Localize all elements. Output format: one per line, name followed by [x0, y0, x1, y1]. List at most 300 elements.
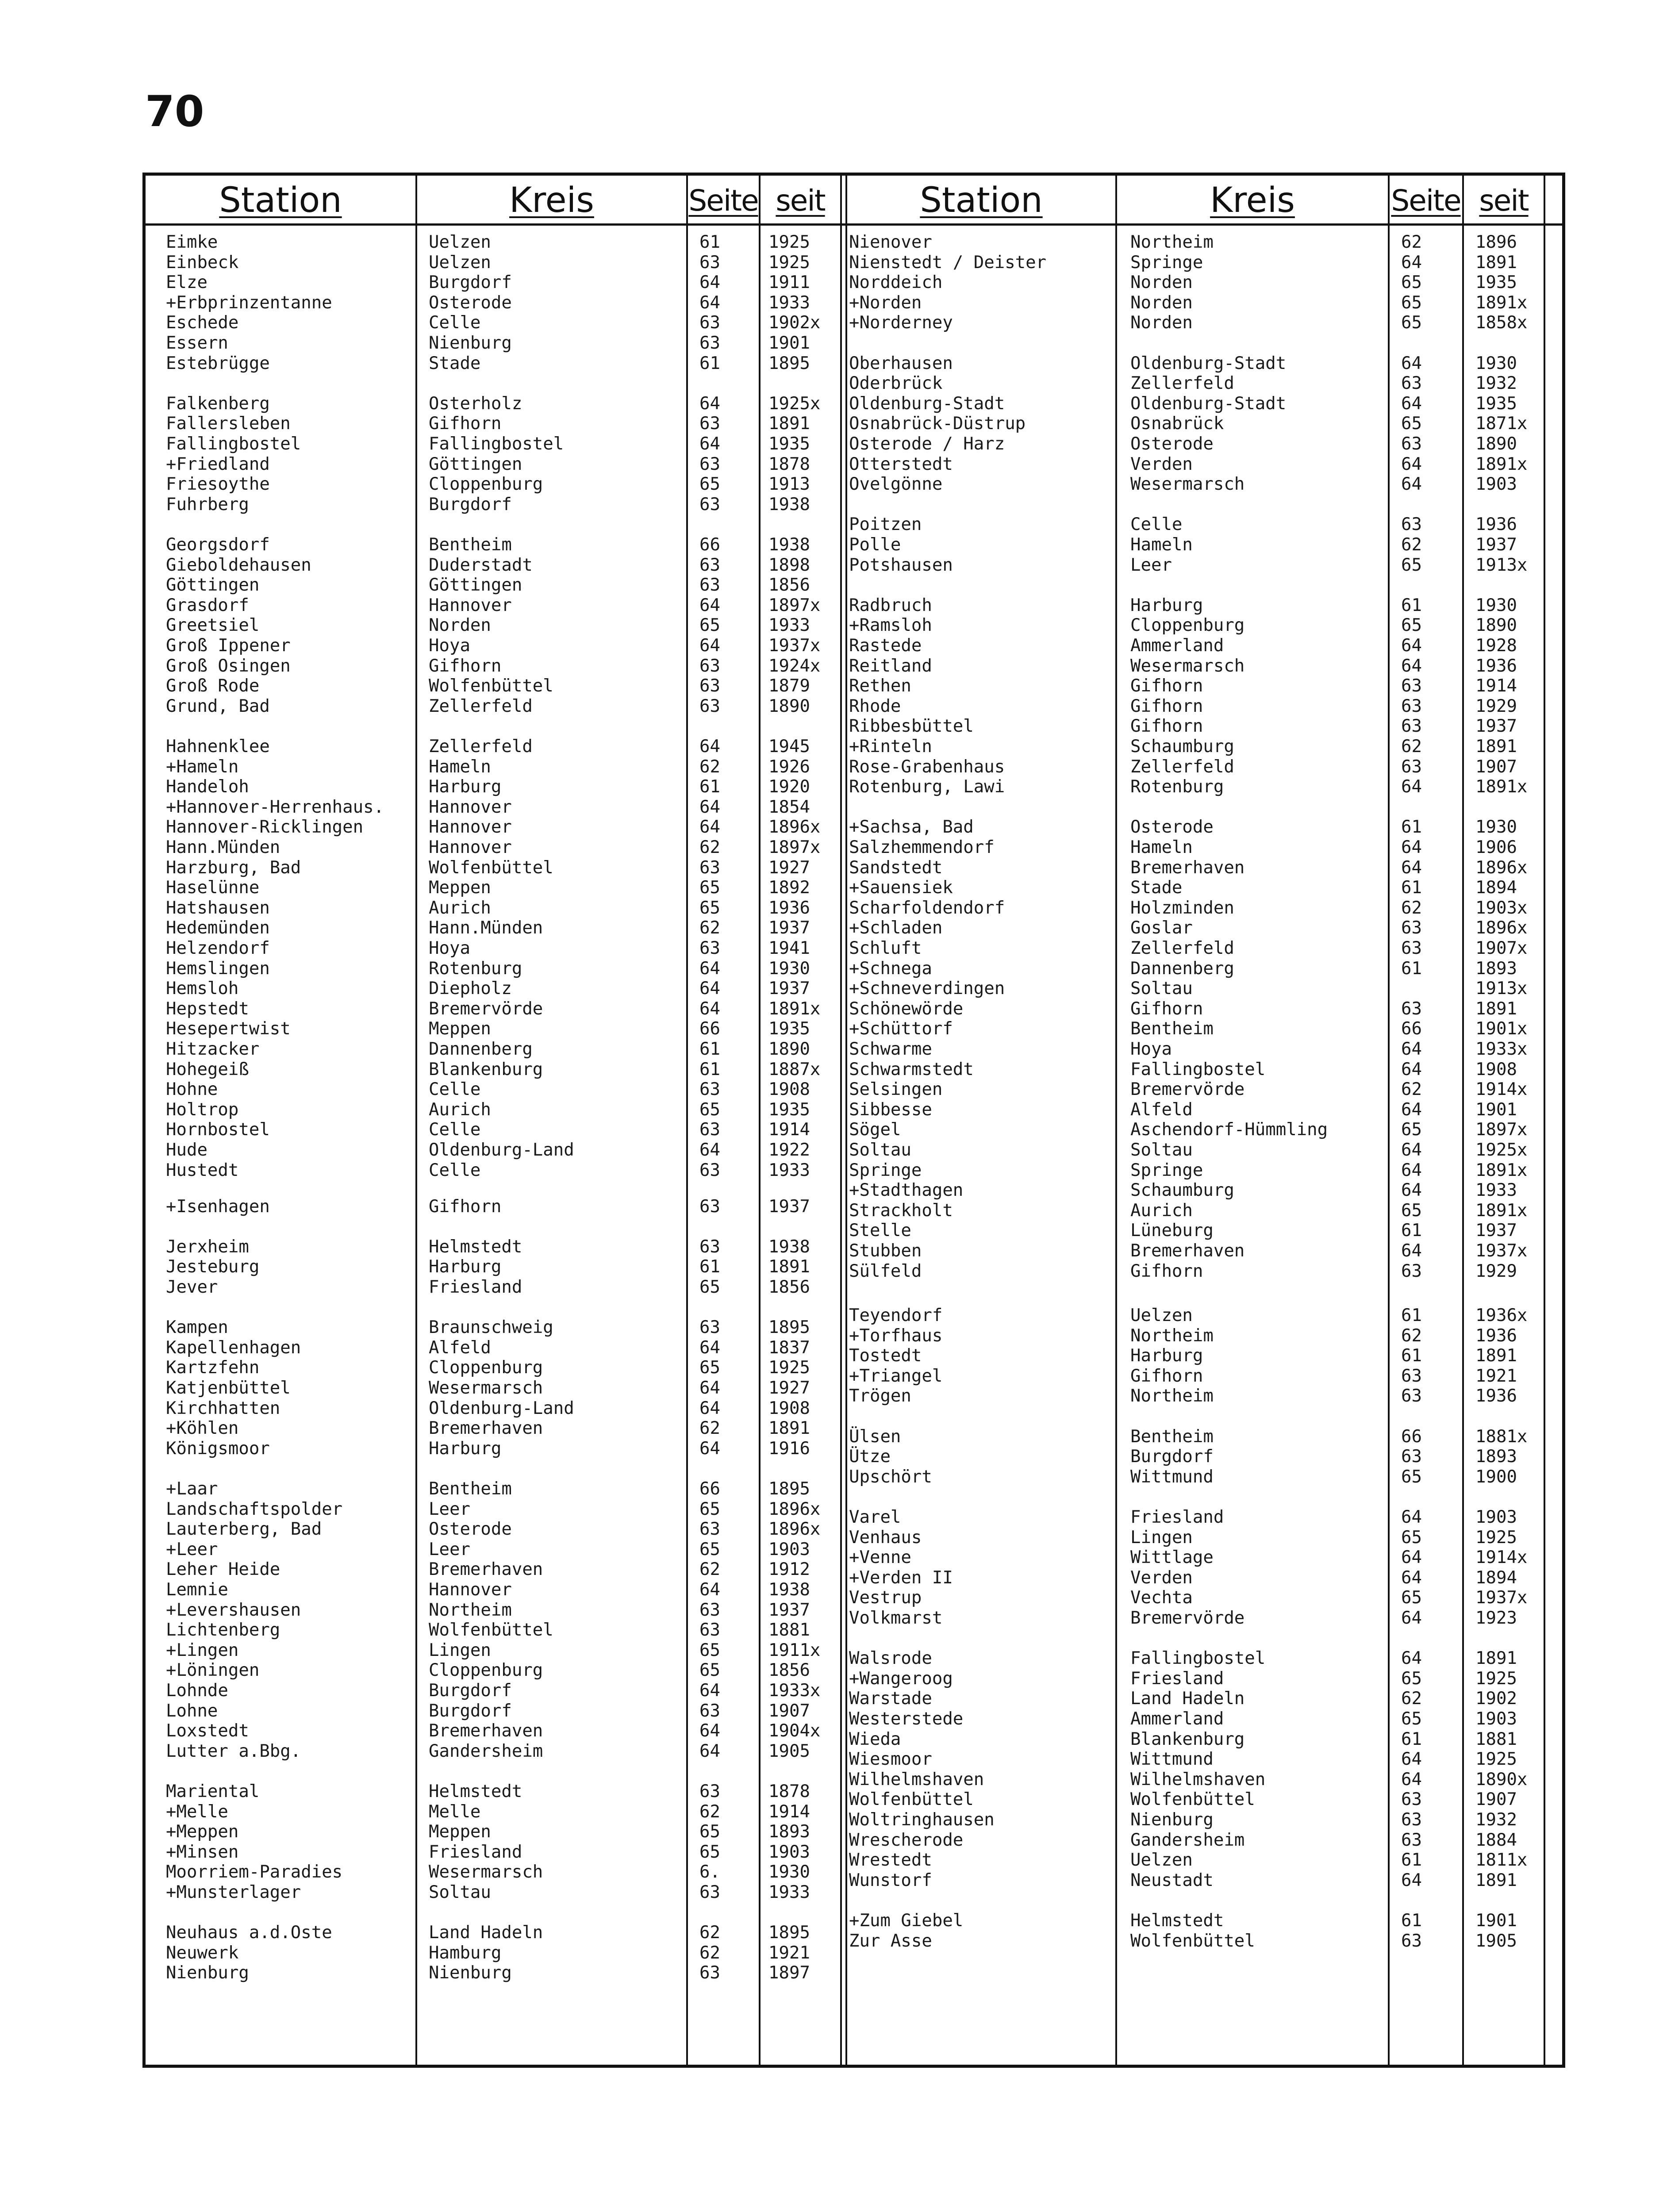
right-station-cell: Wrestedt — [849, 1850, 932, 1870]
left-kreis-cell: Wolfenbüttel — [429, 857, 553, 878]
left-seit-cell: 1914 — [768, 1120, 810, 1140]
right-station-cell: Westerstede — [849, 1709, 964, 1729]
right-station-cell: Oldenburg-Stadt — [849, 393, 1005, 414]
left-kreis-cell: Nienburg — [429, 1963, 512, 1983]
right-seit-cell: 1929 — [1475, 1261, 1517, 1281]
left-station-cell: Haselünne — [166, 878, 260, 898]
right-kreis-cell: Schaumburg — [1130, 737, 1234, 757]
left-seite-cell: 65 — [699, 1099, 720, 1120]
left-station-cell: +Köhlen — [166, 1418, 239, 1439]
left-seite-cell: 64 — [699, 1398, 720, 1418]
left-kreis-cell: Stade — [429, 353, 481, 373]
right-seit-cell: 1907 — [1475, 1790, 1517, 1810]
right-seit-cell: 1891x — [1475, 1200, 1528, 1221]
right-seit-cell: 1925x — [1475, 1140, 1528, 1160]
left-seit-cell: 1895 — [768, 1317, 810, 1338]
right-seit-cell: 1907 — [1475, 757, 1517, 777]
right-seite-cell: 64 — [1401, 1749, 1422, 1770]
left-seite-cell: 64 — [699, 434, 720, 454]
right-seit-cell: 1900 — [1475, 1467, 1517, 1487]
right-seite-cell: 64 — [1401, 1160, 1422, 1180]
right-station-cell: Polle — [849, 535, 901, 555]
right-station-cell: +Schladen — [849, 918, 943, 938]
left-kreis-cell: Rotenburg — [429, 958, 522, 979]
right-seite-cell: 65 — [1401, 1527, 1422, 1548]
right-kreis-cell: Bentheim — [1130, 1019, 1214, 1039]
right-kreis-cell: Friesland — [1130, 1507, 1224, 1527]
right-kreis-cell: Alfeld — [1130, 1099, 1193, 1120]
right-seite-cell: 64 — [1401, 857, 1422, 878]
right-seit-cell: 1891 — [1475, 737, 1517, 757]
left-seite-cell: 62 — [699, 1418, 720, 1439]
left-kreis-cell: Oldenburg-Land — [429, 1398, 574, 1418]
right-kreis-cell: Blankenburg — [1130, 1729, 1245, 1749]
right-station-cell: Trögen — [849, 1386, 911, 1406]
right-seite-cell: 62 — [1401, 737, 1422, 757]
left-seit-cell: 1911 — [768, 273, 810, 293]
right-seit-cell: 1903 — [1475, 1709, 1517, 1729]
left-kreis-cell: Wesermarsch — [429, 1862, 543, 1882]
left-station-cell: Landschaftspolder — [166, 1499, 343, 1519]
right-station-cell: Zur Asse — [849, 1931, 932, 1951]
right-seit-cell: 1891x — [1475, 454, 1528, 474]
left-seit-cell: 1920 — [768, 777, 810, 797]
right-seite-cell: 63 — [1401, 1830, 1422, 1850]
right-seite-cell: 64 — [1401, 454, 1422, 474]
left-seit-cell: 1890 — [768, 696, 810, 716]
right-seite-cell: 64 — [1401, 393, 1422, 414]
right-seit-cell: 1925 — [1475, 1527, 1517, 1548]
left-kreis-cell: Hannover — [429, 817, 512, 837]
right-seit-cell: 1930 — [1475, 595, 1517, 615]
right-kreis-cell: Vechta — [1130, 1588, 1193, 1608]
left-seite-cell: 64 — [699, 797, 720, 817]
right-kreis-cell: Wittlage — [1130, 1548, 1214, 1568]
left-station-cell: Lauterberg, Bad — [166, 1519, 322, 1540]
left-station-cell: Neuwerk — [166, 1943, 239, 1963]
left-seit-cell: 1912 — [768, 1559, 810, 1580]
right-kreis-cell: Osnabrück — [1130, 414, 1224, 434]
right-seite-cell: 65 — [1401, 615, 1422, 636]
right-station-cell: Tostedt — [849, 1346, 922, 1366]
left-seite-cell: 63 — [699, 857, 720, 878]
right-seite-cell: 64 — [1401, 1180, 1422, 1201]
left-seit-cell: 1896x — [768, 1519, 821, 1540]
left-station-cell: Loxstedt — [166, 1721, 249, 1741]
right-station-cell: +Rinteln — [849, 737, 932, 757]
left-station-cell: Hitzacker — [166, 1039, 260, 1059]
right-seit-cell: 1901x — [1475, 1019, 1528, 1039]
right-seite-cell: 61 — [1401, 958, 1422, 979]
left-station-cell: Hornbostel — [166, 1120, 270, 1140]
right-kreis-cell: Wesermarsch — [1130, 656, 1245, 676]
left-seite-cell: 64 — [699, 393, 720, 414]
left-kreis-cell: Gandersheim — [429, 1741, 543, 1761]
right-station-cell: +Zum Giebel — [849, 1910, 964, 1931]
right-seite-cell: 64 — [1401, 1870, 1422, 1890]
right-kreis-cell: Neustadt — [1130, 1870, 1214, 1890]
right-station-cell: Ovelgönne — [849, 474, 943, 495]
right-seit-cell: 1884 — [1475, 1830, 1517, 1850]
left-seite-cell: 64 — [699, 979, 720, 999]
left-seite-cell: 64 — [699, 1681, 720, 1701]
right-seite-cell: 64 — [1401, 252, 1422, 273]
left-seite-cell: 62 — [699, 1943, 720, 1963]
left-station-cell: Holtrop — [166, 1099, 239, 1120]
left-seite-cell: 64 — [699, 1741, 720, 1761]
left-seite-cell: 65 — [699, 1358, 720, 1378]
right-seit-cell: 1908 — [1475, 1059, 1517, 1079]
right-station-cell: +Norden — [849, 292, 922, 313]
left-kreis-cell: Celle — [429, 1160, 481, 1180]
right-seite-cell: 63 — [1401, 938, 1422, 958]
right-seit-cell: 1881x — [1475, 1426, 1528, 1447]
right-seit-cell: 1925 — [1475, 1749, 1517, 1770]
left-station-cell: Hustedt — [166, 1160, 239, 1180]
right-kreis-cell: Verden — [1130, 454, 1193, 474]
right-kreis-cell: Burgdorf — [1130, 1447, 1214, 1467]
right-station-cell: Scharfoldendorf — [849, 898, 1005, 918]
left-seite-cell: 64 — [699, 1378, 720, 1398]
right-kreis-cell: Uelzen — [1130, 1305, 1193, 1325]
right-seite-cell: 64 — [1401, 636, 1422, 656]
right-kreis-cell: Bremerhaven — [1130, 857, 1245, 878]
left-seite-cell: 64 — [699, 1580, 720, 1600]
right-seit-cell: 1923 — [1475, 1608, 1517, 1628]
right-station-cell: +Stadthagen — [849, 1180, 964, 1201]
left-seit-cell: 1904x — [768, 1721, 821, 1741]
right-station-cell: +Triangel — [849, 1366, 943, 1386]
left-station-cell: Katjenbüttel — [166, 1378, 291, 1398]
left-station-cell: Grasdorf — [166, 595, 249, 615]
right-seite-cell: 61 — [1401, 1850, 1422, 1870]
left-seit-cell: 1891x — [768, 998, 821, 1019]
left-kreis-cell: Harburg — [429, 777, 502, 797]
right-seit-cell: 1932 — [1475, 373, 1517, 394]
right-kreis-cell: Wittmund — [1130, 1749, 1214, 1770]
left-seite-cell: 65 — [699, 1499, 720, 1519]
left-seit-cell: 1854 — [768, 797, 810, 817]
left-seit-cell: 1922 — [768, 1140, 810, 1160]
left-station-cell: Eschede — [166, 313, 239, 333]
right-kreis-cell: Bremerhaven — [1130, 1241, 1245, 1261]
left-seit-cell: 1837 — [768, 1337, 810, 1358]
right-kreis-cell: Rotenburg — [1130, 777, 1224, 797]
left-station-cell: Mariental — [166, 1782, 260, 1802]
header-seite-right: Seite — [1391, 183, 1461, 218]
right-kreis-cell: Uelzen — [1130, 1850, 1193, 1870]
left-station-cell: Lohne — [166, 1701, 218, 1721]
right-station-cell: +Schneverdingen — [849, 979, 1005, 999]
right-kreis-cell: Cloppenburg — [1130, 615, 1245, 636]
left-seit-cell: 1913 — [768, 474, 810, 495]
right-seite-cell: 63 — [1401, 1931, 1422, 1951]
left-seite-cell: 64 — [699, 737, 720, 757]
left-seit-cell: 1937 — [768, 918, 810, 938]
right-kreis-cell: Ammerland — [1130, 1709, 1224, 1729]
right-kreis-cell: Fallingbostel — [1130, 1059, 1266, 1079]
right-kreis-cell: Norden — [1130, 292, 1193, 313]
right-seite-cell: 64 — [1401, 353, 1422, 373]
left-seite-cell: 65 — [699, 898, 720, 918]
left-seit-cell: 1935 — [768, 1099, 810, 1120]
right-seite-cell: 63 — [1401, 1386, 1422, 1406]
left-seite-cell: 64 — [699, 1140, 720, 1160]
right-kreis-cell: Gifhorn — [1130, 998, 1203, 1019]
header-seit-right: seit — [1479, 183, 1529, 218]
right-station-cell: Wieda — [849, 1729, 901, 1749]
right-seite-cell: 63 — [1401, 918, 1422, 938]
right-kreis-cell: Osterode — [1130, 434, 1214, 454]
right-kreis-cell: Harburg — [1130, 595, 1203, 615]
left-seite-cell: 63 — [699, 313, 720, 333]
right-kreis-cell: Bremervörde — [1130, 1079, 1245, 1100]
left-seite-cell: 63 — [699, 1600, 720, 1620]
right-kreis-cell: Bentheim — [1130, 1426, 1214, 1447]
right-seite-cell: 62 — [1401, 535, 1422, 555]
left-station-cell: Eimke — [166, 232, 218, 252]
left-seit-cell: 1938 — [768, 494, 810, 515]
right-seit-cell: 1897x — [1475, 1120, 1528, 1140]
right-seite-cell: 61 — [1401, 817, 1422, 837]
left-seit-cell: 1897x — [768, 595, 821, 615]
right-station-cell: Vestrup — [849, 1588, 922, 1608]
left-kreis-cell: Bremerhaven — [429, 1418, 543, 1439]
left-kreis-cell: Oldenburg-Land — [429, 1140, 574, 1160]
left-seite-cell: 62 — [699, 918, 720, 938]
right-station-cell: Wunstorf — [849, 1870, 932, 1890]
left-seit-cell: 1925 — [768, 232, 810, 252]
left-kreis-cell: Hameln — [429, 757, 491, 777]
left-seite-cell: 63 — [699, 1620, 720, 1640]
right-station-cell: Venhaus — [849, 1527, 922, 1548]
right-seit-cell: 1891 — [1475, 998, 1517, 1019]
right-station-cell: Oderbrück — [849, 373, 943, 394]
right-seite-cell: 63 — [1401, 998, 1422, 1019]
left-kreis-cell: Soltau — [429, 1882, 491, 1903]
left-station-cell: Neuhaus a.d.Oste — [166, 1923, 332, 1943]
left-seite-cell: 63 — [699, 414, 720, 434]
right-kreis-cell: Lüneburg — [1130, 1221, 1214, 1241]
left-kreis-cell: Meppen — [429, 1019, 491, 1039]
right-seite-cell: 64 — [1401, 1059, 1422, 1079]
left-seit-cell: 1935 — [768, 1019, 810, 1039]
right-station-cell: Norddeich — [849, 273, 943, 293]
left-seite-cell: 62 — [699, 837, 720, 857]
left-kreis-cell: Norden — [429, 615, 491, 636]
right-seit-cell: 1894 — [1475, 878, 1517, 898]
left-station-cell: Hemslingen — [166, 958, 270, 979]
right-seit-cell: 1935 — [1475, 393, 1517, 414]
right-seit-cell: 1936 — [1475, 656, 1517, 676]
left-seit-cell: 1933 — [768, 615, 810, 636]
left-seit-cell: 1903 — [768, 1842, 810, 1862]
right-station-cell: Rotenburg, Lawi — [849, 777, 1005, 797]
left-seite-cell: 61 — [699, 1059, 720, 1079]
left-seite-cell: 63 — [699, 333, 720, 353]
left-seit-cell: 1938 — [768, 535, 810, 555]
left-station-cell: +Hannover-Herrenhaus. — [166, 797, 384, 817]
left-station-cell: Kapellenhagen — [166, 1337, 301, 1358]
left-seit-cell: 1901 — [768, 333, 810, 353]
right-seit-cell: 1937x — [1475, 1588, 1528, 1608]
left-seite-cell: 63 — [699, 1317, 720, 1338]
left-station-cell: Hatshausen — [166, 898, 270, 918]
right-seite-cell: 65 — [1401, 1200, 1422, 1221]
left-seit-cell: 1933 — [768, 1160, 810, 1180]
right-station-cell: Wolfenbüttel — [849, 1790, 974, 1810]
left-station-cell: Hemsloh — [166, 979, 239, 999]
left-kreis-cell: Cloppenburg — [429, 1358, 543, 1378]
left-seit-cell: 1935 — [768, 434, 810, 454]
left-seit-cell: 1925 — [768, 252, 810, 273]
left-kreis-cell: Nienburg — [429, 333, 512, 353]
right-seit-cell: 1933 — [1475, 1180, 1517, 1201]
right-station-cell: Warstade — [849, 1689, 932, 1709]
right-kreis-cell: Zellerfeld — [1130, 373, 1234, 394]
left-seit-cell: 1895 — [768, 1479, 810, 1499]
right-station-cell: Strackholt — [849, 1200, 953, 1221]
right-kreis-cell: Lingen — [1130, 1527, 1193, 1548]
left-station-cell: +Melle — [166, 1801, 228, 1822]
left-station-cell: Elze — [166, 273, 207, 293]
right-station-cell: +Sauensiek — [849, 878, 953, 898]
left-station-cell: +Minsen — [166, 1842, 239, 1862]
left-station-cell: +Isenhagen — [166, 1196, 270, 1217]
left-seite-cell: 65 — [699, 1842, 720, 1862]
right-seite-cell: 65 — [1401, 1467, 1422, 1487]
right-station-cell: Soltau — [849, 1140, 911, 1160]
right-kreis-cell: Wilhelmshaven — [1130, 1769, 1266, 1790]
left-kreis-cell: Dannenberg — [429, 1039, 533, 1059]
right-seite-cell: 63 — [1401, 1261, 1422, 1281]
left-kreis-cell: Fallingbostel — [429, 434, 564, 454]
left-kreis-cell: Cloppenburg — [429, 1660, 543, 1681]
right-seite-cell: 63 — [1401, 515, 1422, 535]
left-seite-cell: 63 — [699, 1079, 720, 1100]
left-kreis-cell: Osterode — [429, 1519, 512, 1540]
right-station-cell: Otterstedt — [849, 454, 953, 474]
left-kreis-cell: Braunschweig — [429, 1317, 553, 1338]
right-kreis-cell: Oldenburg-Stadt — [1130, 393, 1287, 414]
right-station-cell: +Schüttorf — [849, 1019, 953, 1039]
left-station-cell: Leher Heide — [166, 1559, 280, 1580]
right-kreis-cell: Goslar — [1130, 918, 1193, 938]
left-seite-cell: 62 — [699, 1923, 720, 1943]
right-seite-cell: 64 — [1401, 1769, 1422, 1790]
left-seit-cell: 1911x — [768, 1640, 821, 1660]
left-seite-cell: 64 — [699, 998, 720, 1019]
left-kreis-cell: Diepholz — [429, 979, 512, 999]
right-kreis-cell: Holzminden — [1130, 898, 1234, 918]
left-kreis-cell: Friesland — [429, 1842, 522, 1862]
right-seite-cell: 61 — [1401, 1910, 1422, 1931]
left-kreis-cell: Gifhorn — [429, 414, 502, 434]
left-kreis-cell: Land Hadeln — [429, 1923, 543, 1943]
right-seite-cell: 64 — [1401, 777, 1422, 797]
left-seit-cell: 1895 — [768, 1923, 810, 1943]
right-station-cell: Oberhausen — [849, 353, 953, 373]
right-kreis-cell: Norden — [1130, 313, 1193, 333]
right-seit-cell: 1890 — [1475, 615, 1517, 636]
right-seit-cell: 1930 — [1475, 817, 1517, 837]
right-seite-cell: 65 — [1401, 292, 1422, 313]
right-seit-cell: 1914x — [1475, 1548, 1528, 1568]
right-station-cell: Wiesmoor — [849, 1749, 932, 1770]
right-seit-cell: 1891x — [1475, 777, 1528, 797]
right-seit-cell: 1858x — [1475, 313, 1528, 333]
right-seit-cell: 1894 — [1475, 1567, 1517, 1588]
right-seit-cell: 1901 — [1475, 1910, 1517, 1931]
right-seit-cell: 1921 — [1475, 1366, 1517, 1386]
left-seit-cell: 1856 — [768, 1660, 810, 1681]
right-kreis-cell: Wittmund — [1130, 1467, 1214, 1487]
left-seite-cell: 63 — [699, 696, 720, 716]
left-station-cell: Georgsdorf — [166, 535, 270, 555]
right-kreis-cell: Stade — [1130, 878, 1183, 898]
left-station-cell: Hohegeiß — [166, 1059, 249, 1079]
header-kreis-right: Kreis — [1210, 180, 1295, 220]
right-seite-cell: 62 — [1401, 1079, 1422, 1100]
left-seit-cell: 1887x — [768, 1059, 821, 1079]
right-station-cell: +Ramsloh — [849, 615, 932, 636]
right-seite-cell: 63 — [1401, 696, 1422, 716]
right-kreis-cell: Gifhorn — [1130, 676, 1203, 696]
left-station-cell: Fallingbostel — [166, 434, 301, 454]
right-seit-cell: 1928 — [1475, 636, 1517, 656]
left-seite-cell: 66 — [699, 1479, 720, 1499]
left-kreis-cell: Burgdorf — [429, 273, 512, 293]
right-seite-cell: 65 — [1401, 1120, 1422, 1140]
left-station-cell: Handeloh — [166, 777, 249, 797]
right-station-cell: Varel — [849, 1507, 901, 1527]
left-station-cell: Hann.Münden — [166, 837, 280, 857]
left-station-cell: Friesoythe — [166, 474, 270, 495]
left-station-cell: +Munsterlager — [166, 1882, 301, 1903]
right-kreis-cell: Soltau — [1130, 1140, 1193, 1160]
right-kreis-cell: Northeim — [1130, 1325, 1214, 1346]
station-table — [142, 173, 1565, 2068]
left-kreis-cell: Harburg — [429, 1257, 502, 1277]
left-seite-cell: 66 — [699, 535, 720, 555]
right-kreis-cell: Springe — [1130, 252, 1203, 273]
left-seite-cell: 65 — [699, 1277, 720, 1298]
left-kreis-cell: Osterholz — [429, 393, 522, 414]
left-seit-cell: 1907 — [768, 1701, 810, 1721]
right-seite-cell: 65 — [1401, 1668, 1422, 1689]
left-station-cell: Lichtenberg — [166, 1620, 280, 1640]
right-station-cell: Wrescherode — [849, 1830, 964, 1850]
right-station-cell: Upschört — [849, 1467, 932, 1487]
left-seit-cell: 1879 — [768, 676, 810, 696]
right-station-cell: Radbruch — [849, 595, 932, 615]
right-station-cell: Reitland — [849, 656, 932, 676]
right-seite-cell: 61 — [1401, 878, 1422, 898]
left-station-cell: Göttingen — [166, 575, 260, 595]
right-kreis-cell: Aschendorf-Hümmling — [1130, 1120, 1328, 1140]
left-seit-cell: 1890 — [768, 1039, 810, 1059]
left-station-cell: Grund, Bad — [166, 696, 270, 716]
right-seite-cell: 61 — [1401, 595, 1422, 615]
right-seite-cell: 64 — [1401, 1507, 1422, 1527]
left-kreis-cell: Cloppenburg — [429, 474, 543, 495]
left-seit-cell: 1902x — [768, 313, 821, 333]
right-kreis-cell: Leer — [1130, 555, 1172, 575]
right-seite-cell: 62 — [1401, 1689, 1422, 1709]
right-seit-cell: 1914x — [1475, 1079, 1528, 1100]
left-kreis-cell: Göttingen — [429, 454, 522, 474]
left-seite-cell: 61 — [699, 232, 720, 252]
